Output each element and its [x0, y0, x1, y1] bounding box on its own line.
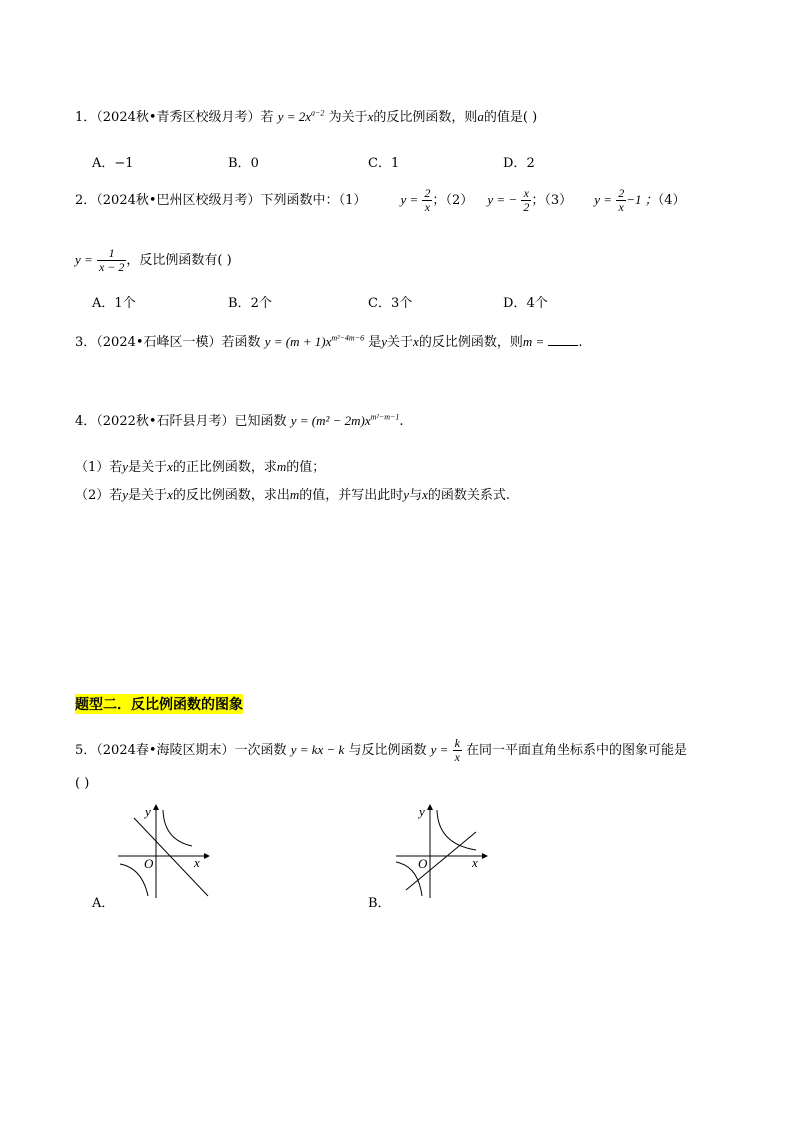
q4-number: 4． [75, 414, 97, 429]
svg-text:x: x [194, 855, 200, 870]
q2-option-d[interactable]: D．4个 [503, 296, 548, 311]
q1-option-d[interactable]: D．2 [503, 156, 535, 171]
q2-item3-fraction: $\frac{2}{x}$ [618, 186, 625, 214]
q2-item2-fraction: $\frac{x}{2}$ [523, 186, 530, 214]
q2-item1-fraction: $\frac{2}{x}$ [424, 186, 431, 214]
q1-answer-paren: ( ) [522, 110, 538, 125]
q5-source: （2024春•海陵区期末） [96, 743, 235, 758]
graph-a-hyperbola-branch-1 [163, 810, 192, 846]
q2-option-a[interactable]: A．1个 [92, 296, 136, 311]
q3-number: 3． [75, 335, 97, 350]
q2-option-b[interactable]: B．2个 [228, 296, 272, 311]
svg-text:O: O [418, 856, 428, 871]
svg-text:y: y [419, 804, 425, 819]
svg-text:x: x [472, 855, 478, 870]
graph-b-hyperbola-branch-1 [437, 810, 476, 850]
q3-answer-blank[interactable] [548, 333, 578, 346]
question-5: 5．（2024春•海陵区期末）一次函数 y = kx − k 与反比例函数 y = $\frac{k}{x}$ 在同一平面直角坐标系中的图象可能是 [75, 736, 688, 764]
q2-item4-fraction: $\frac{1}{x - 2}$ [98, 246, 125, 274]
q4-sub1: （1）若y是关于x的正比例函数，求m的值； [75, 459, 326, 475]
graph-a [112, 800, 212, 900]
svg-text:O: O [144, 856, 154, 871]
q5-number: 5． [75, 743, 97, 758]
question-1: 1．（2024秋•青秀区校级月考）若 $y = 2x^{a-2}$ 为关于x的反比例函数，则a的值是( ) [75, 108, 538, 125]
q1-option-c[interactable]: C．1 [368, 156, 400, 171]
q4-formula: $y = (m^2 - 2m)x^{m^2-m-1}$ [290, 412, 400, 428]
svg-text:y: y [145, 804, 151, 819]
q5-fraction: $\frac{k}{x}$ [454, 736, 460, 764]
section-heading: 题型二．反比例函数的图象 [75, 694, 243, 714]
q3-source: （2024•石峰区一模） [96, 335, 222, 350]
q2-line2: y = $\frac{1}{x - 2}$ ，反比例函数有( ) [75, 246, 232, 274]
graph-b-label[interactable]: B． [368, 896, 391, 911]
q1-option-a[interactable]: A．−1 [92, 156, 134, 171]
q2-answer-paren: ( ) [217, 253, 232, 268]
graph-b-line [406, 832, 476, 890]
q5-formula: y = kx − k [290, 742, 345, 757]
q1-source: （2024秋•青秀区校级月考） [96, 110, 261, 125]
q1-number: 1． [75, 110, 97, 125]
q1-formula: $y = 2x^{a-2}$ [277, 108, 325, 124]
q3-formula: $y = (m + 1)x^{m^2-4m-6}$ [264, 333, 365, 349]
question-4: 4．（2022秋•石阡县月考）已知函数 $y = (m^2 - 2m)x^{m^2-m-1}$. [75, 412, 404, 429]
q1-option-b[interactable]: B．0 [228, 156, 259, 171]
question-3: 3．（2024•石峰区一模）若函数 $y = (m + 1)x^{m^2-4m-6}$ 是y关于x的反比例函数，则m = . [75, 333, 583, 350]
question-2: 2．（2024秋•巴州区校级月考）下列函数中：（1） y = $\frac{2}{x}$ ；（2） y = − $\frac{x}{2}$ ；（3） y = $\frac{2}{x}$ −1 ；（4） [75, 186, 686, 214]
graph-b [392, 800, 492, 900]
q2-option-c[interactable]: C．3个 [368, 296, 413, 311]
graph-a-label[interactable]: A． [92, 896, 115, 911]
q5-answer-paren: ( ) [75, 776, 90, 791]
q4-sub2: （2）若y是关于x的反比例函数，求出m的值，并写出此时y与x的函数关系式. [75, 487, 510, 503]
q2-number: 2． [75, 193, 97, 208]
q2-source: （2024秋•巴州区校级月考） [96, 193, 261, 208]
q4-source: （2022秋•石阡县月考） [96, 414, 235, 429]
